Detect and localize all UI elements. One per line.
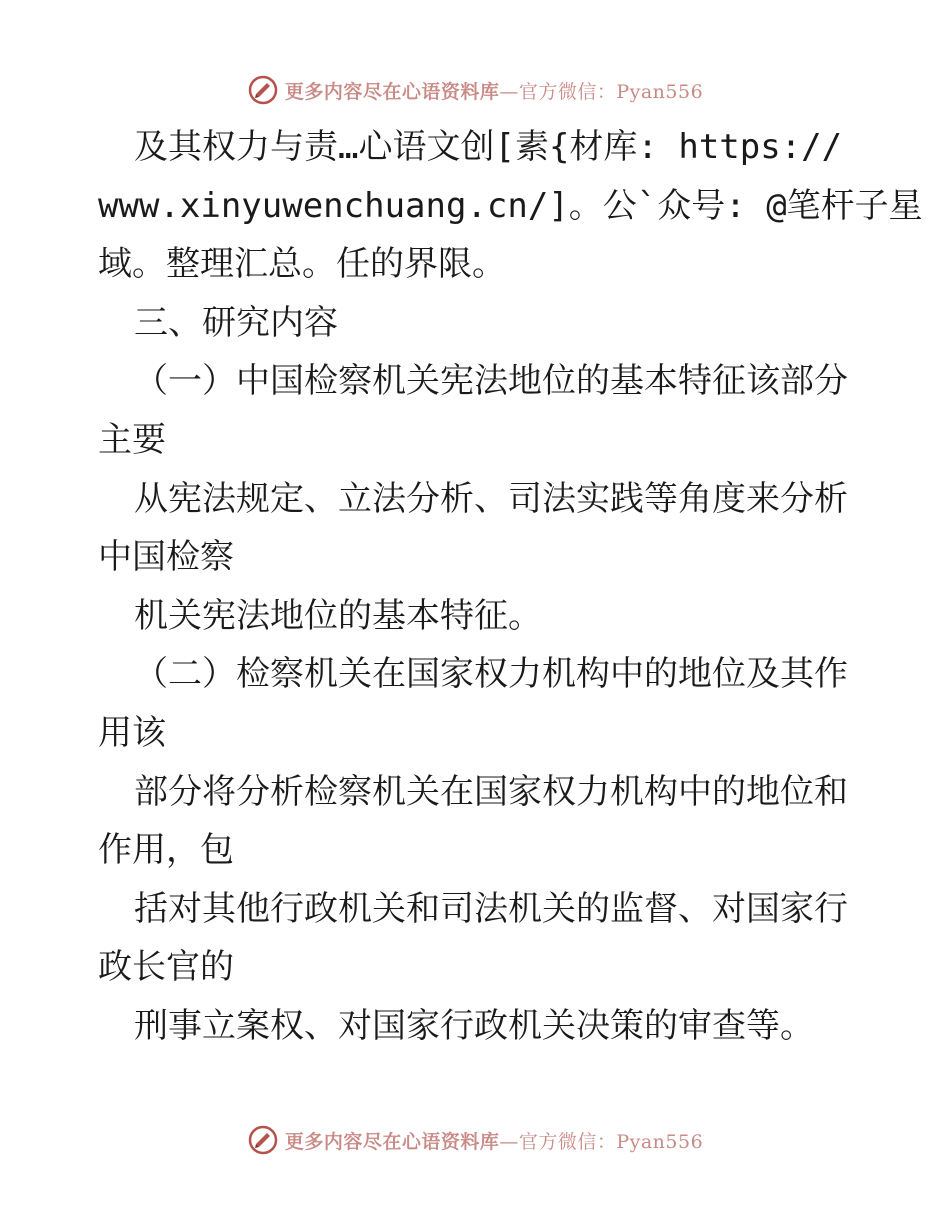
banner-text bbox=[285, 1127, 703, 1154]
header-banner bbox=[0, 70, 950, 110]
text-line: 括对其他行政机关和司法机关的监督、对国家行 bbox=[134, 888, 848, 929]
banner-prefix: 更多内容尽在心语资料库 bbox=[284, 80, 500, 103]
text-line: 部分将分析检察机关在国家权力机构中的地位和 bbox=[134, 771, 848, 812]
stamp-logo-icon bbox=[247, 74, 279, 106]
banner-suffix: 官方微信：Pyan556 bbox=[518, 1130, 704, 1153]
text-line: 域。整理汇总。任的界限。 bbox=[98, 244, 506, 285]
section-heading: 三、研究内容 bbox=[134, 302, 338, 343]
text-line: 机关宪法地位的基本特征。 bbox=[134, 595, 542, 636]
banner-text bbox=[285, 77, 703, 104]
text-line: 用该 bbox=[98, 712, 166, 753]
text-line: www.xinyuwenchuang.cn/]。公`众号: @笔杆子星 bbox=[98, 185, 923, 226]
text-line: （一）中国检察机关宪法地位的基本特征该部分 bbox=[134, 361, 848, 402]
text-line: （二）检察机关在国家权力机构中的地位及其作 bbox=[134, 654, 848, 695]
text-line: 政长官的 bbox=[98, 947, 234, 988]
footer-banner bbox=[0, 1120, 950, 1160]
text-line: 及其权力与责…心语文创[素{材库: https:// bbox=[134, 127, 843, 167]
text-line: 作用，包 bbox=[98, 830, 234, 871]
banner-suffix: 官方微信：Pyan556 bbox=[518, 80, 704, 103]
banner-dash: — bbox=[499, 1130, 519, 1153]
text-line: 从宪法规定、立法分析、司法实践等角度来分析 bbox=[134, 478, 848, 519]
banner-prefix: 更多内容尽在心语资料库 bbox=[284, 1130, 500, 1153]
text-line: 主要 bbox=[98, 419, 166, 460]
document-body bbox=[98, 118, 923, 1056]
text-line: 刑事立案权、对国家行政机关决策的审查等。 bbox=[134, 1005, 814, 1046]
text-line: 中国检察 bbox=[98, 537, 234, 578]
stamp-logo-icon bbox=[247, 1124, 279, 1156]
banner-dash: — bbox=[499, 80, 519, 103]
